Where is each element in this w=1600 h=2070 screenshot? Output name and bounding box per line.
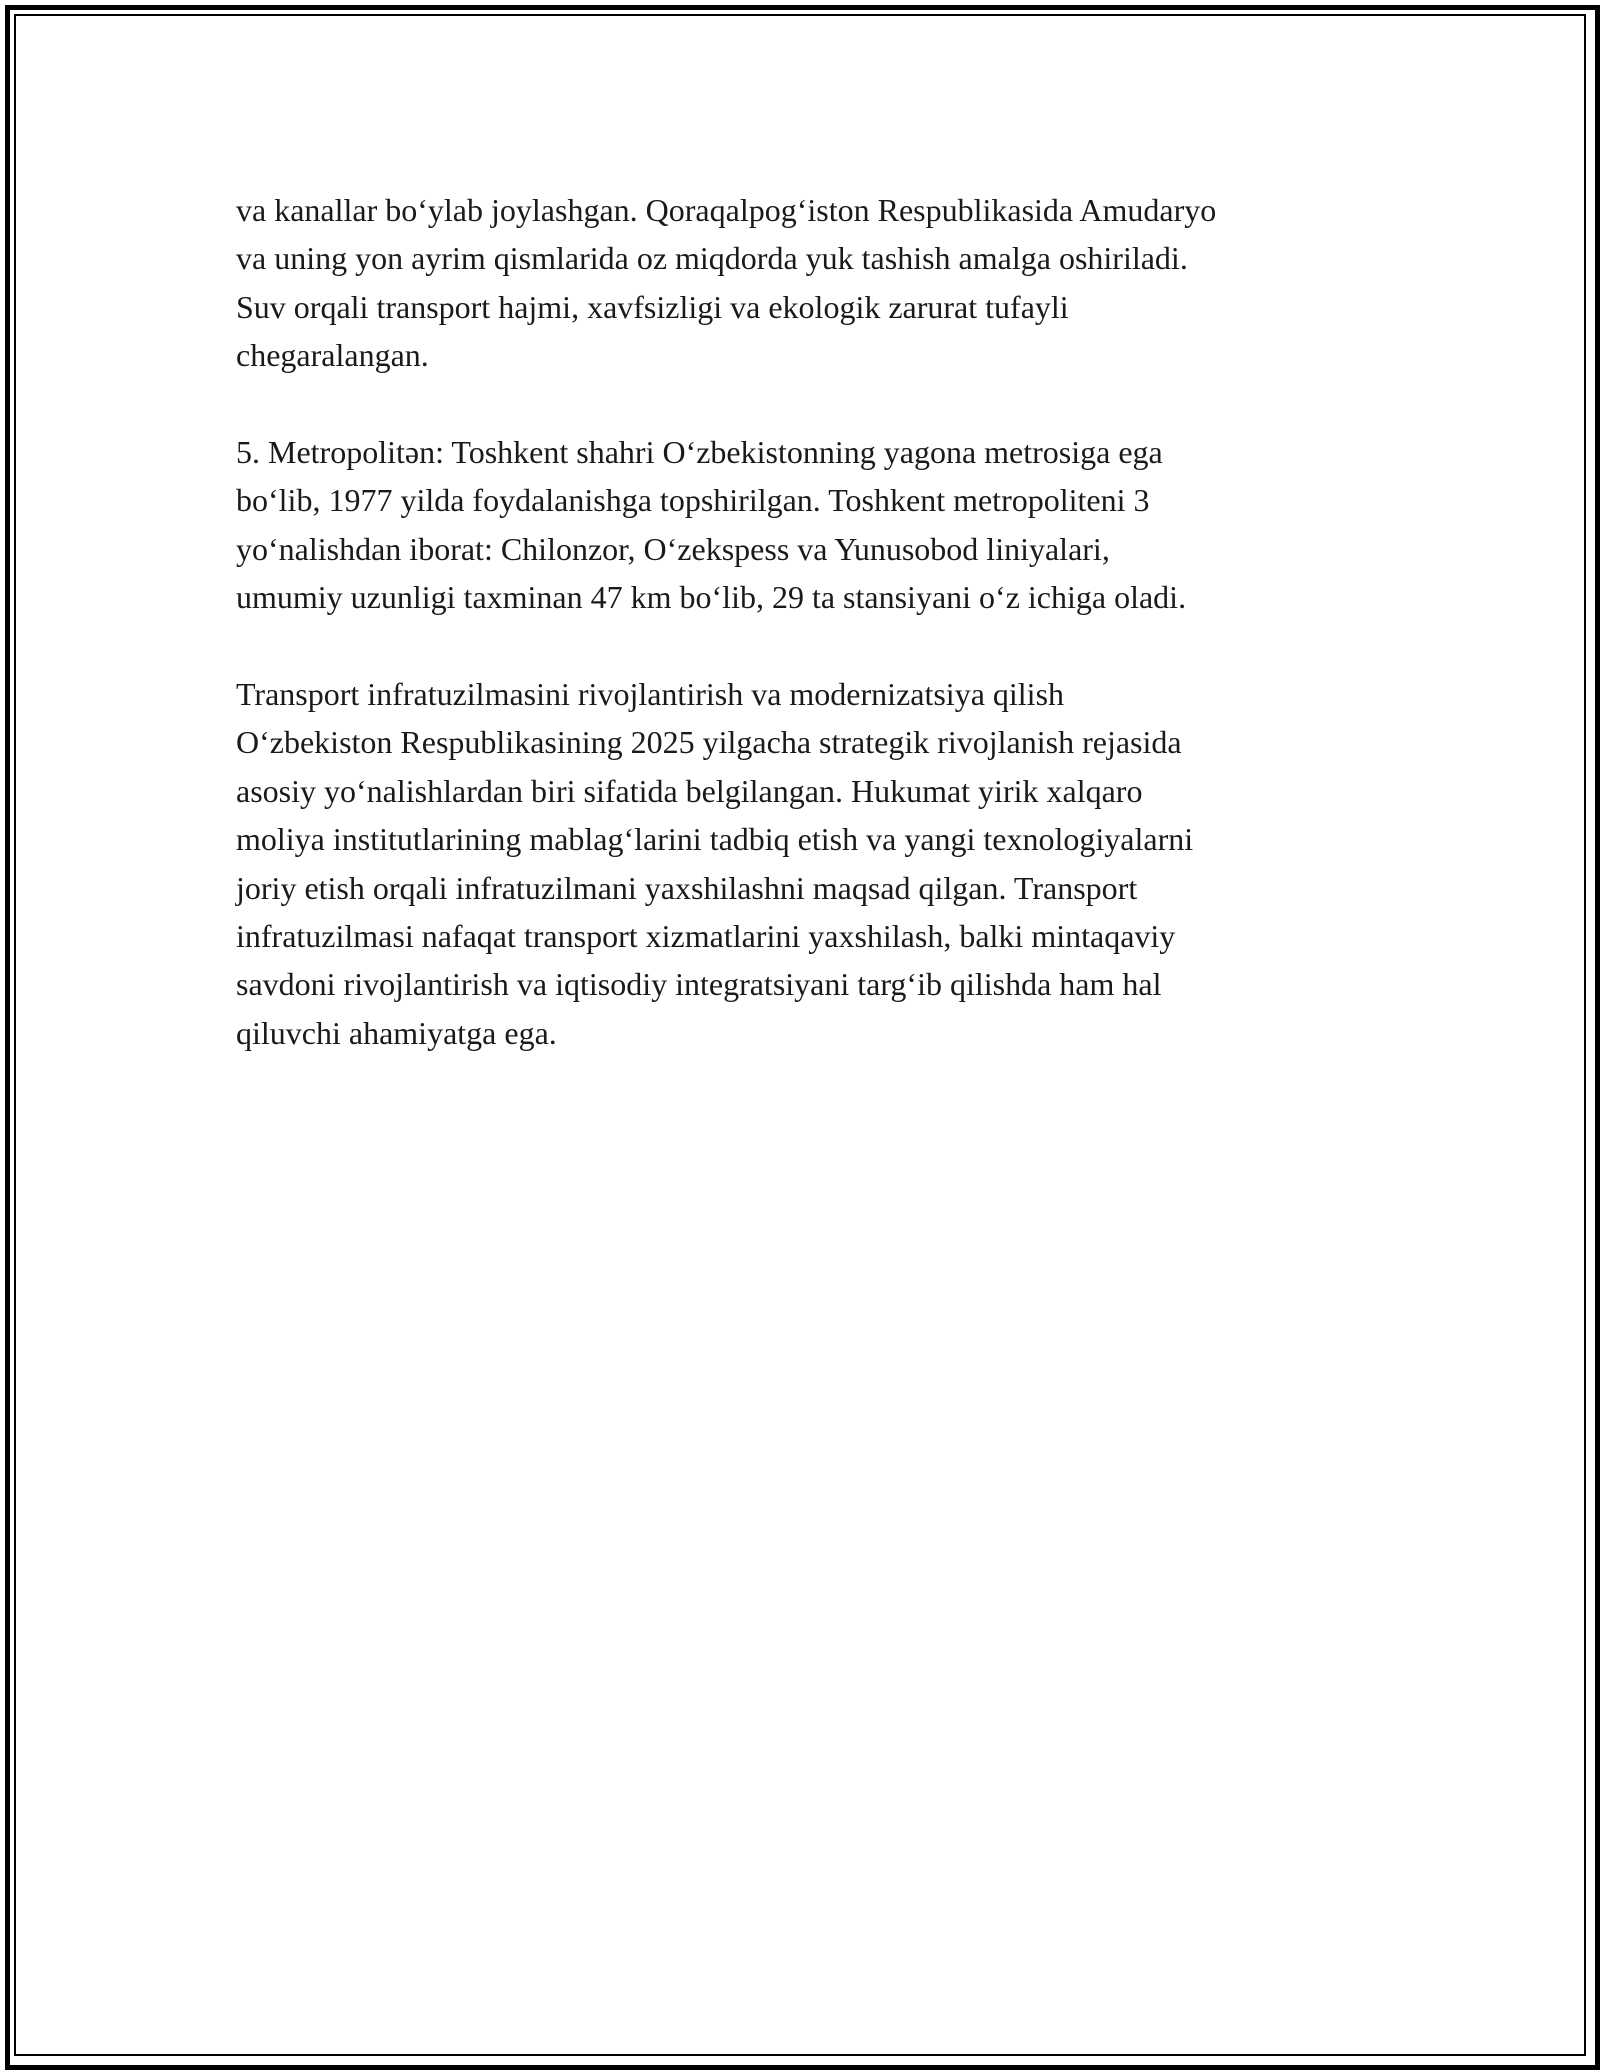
text-line: 5. Metropolitən: Toshkent shahri O‘zbekistonning yagona metrosiga ega <box>236 434 1163 471</box>
paragraph-water-transport <box>236 186 1386 380</box>
text-line: joriy etish orqali infratuzilmani yaxshilashni maqsad qilgan. Transport <box>236 869 1138 906</box>
text-line: va kanallar bo‘ylab joylashgan. Qoraqalpog‘iston Respublikasida Amudaryo <box>236 192 1217 228</box>
text-line: Suv orqali transport hajmi, xavfsizligi va ekologik zarurat tufayli <box>236 288 1069 325</box>
text-line: savdoni rivojlantirish va iqtisodiy integratsiyani targ‘ib qilishda ham hal <box>236 966 1162 1003</box>
text-line: va uning yon ayrim qismlarida oz miqdorda yuk tashish amalga oshiriladi. <box>236 240 1188 277</box>
text-line: asosiy yo‘nalishlardan biri sifatida belgilangan. Hukumat yirik xalqaro <box>236 772 1143 809</box>
text-line: qiluvchi ahamiyatga ega. <box>236 1014 557 1051</box>
text-line: umumiy uzunligi taxminan 47 km bo‘lib, 29 ta stansiyani o‘z ichiga oladi. <box>236 579 1187 616</box>
text-line: O‘zbekiston Respublikasining 2025 yilgacha strategik rivojlanish rejasida <box>236 724 1182 761</box>
text-line: infratuzilmasi nafaqat transport xizmatlarini yaxshilash, balki mintaqaviy <box>236 918 1176 955</box>
paragraph-metro <box>236 428 1386 622</box>
text-line: chegaralangan. <box>236 337 429 374</box>
text-line: moliya institutlarining mablag‘larini tadbiq etish va yangi texnologiyalarni <box>236 821 1194 858</box>
paragraph-infrastructure <box>236 670 1386 1057</box>
text-line: yo‘nalishdan iborat: Chilonzor, O‘zekspess va Yunusobod liniyalari, <box>236 530 1110 567</box>
document-body <box>236 186 1386 1106</box>
text-line: Transport infratuzilmasini rivojlantirish va modernizatsiya qilish <box>236 676 1065 713</box>
text-line: bo‘lib, 1977 yilda foydalanishga topshirilgan. Toshkent metropoliteni 3 <box>236 482 1150 519</box>
